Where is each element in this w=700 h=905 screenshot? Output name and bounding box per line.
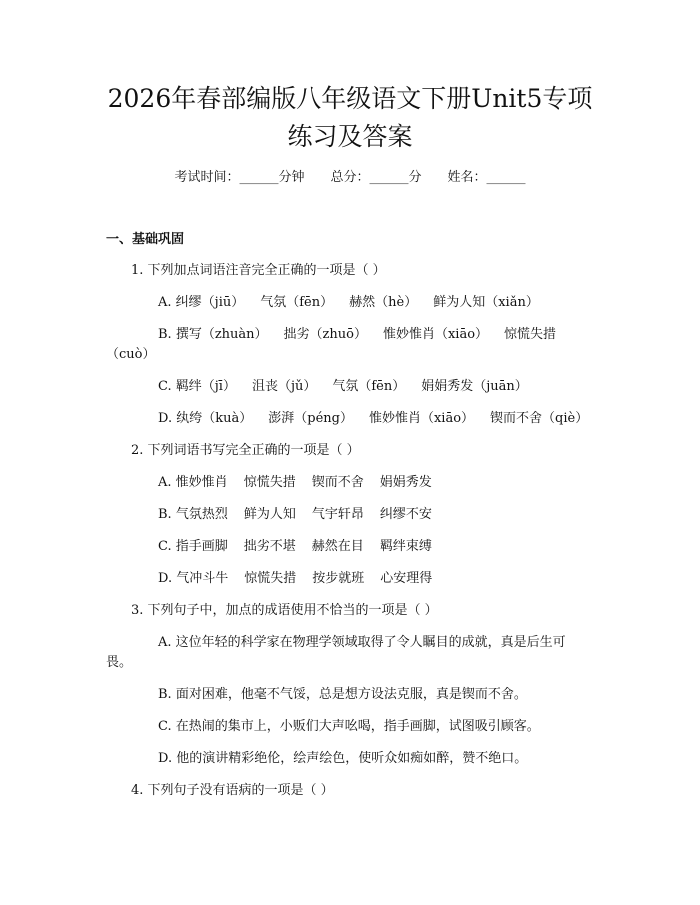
question-3-option-a [158, 634, 566, 652]
option-label: C. [158, 379, 172, 394]
question-3-option-c [158, 718, 540, 736]
option-word: 娟娟秀发 [379, 475, 432, 490]
question-2-option-a [158, 474, 448, 492]
option-label: A. [158, 635, 172, 650]
student-name: 姓名：______ [447, 170, 526, 185]
option-word: 拙劣不堪 [243, 539, 296, 554]
total-score: 总分：______分 [330, 170, 422, 185]
option-word: 惟妙惟肖（xiāo） [382, 327, 489, 342]
option-word: 锲而不舍（qiè） [490, 411, 589, 426]
question-2-option-b [158, 506, 448, 524]
question-2-option-d [158, 570, 448, 588]
page-title-line2: 练习及答案 [287, 122, 413, 151]
question-2-option-c [158, 538, 448, 556]
option-text: 他的演讲精彩绝伦，绘声绘色，使听众如痴如醉，赞不绝口。 [176, 751, 528, 766]
option-word: 羁绊束缚 [379, 539, 432, 554]
option-word: 拙劣（zhuō） [283, 327, 367, 342]
question-1-option-c [158, 378, 544, 396]
option-word: 沮丧（jǔ） [251, 379, 317, 394]
option-word: 纠缪不安 [379, 507, 432, 522]
option-word: 惊慌失措 [244, 571, 297, 586]
option-label: B. [158, 687, 172, 702]
question-3-stem: 3. 下列句子中，加点的成语使用不恰当的一项是（ ） [131, 603, 438, 618]
option-label: D. [158, 571, 173, 586]
option-word: 按步就班 [312, 571, 365, 586]
option-word: 心安理得 [380, 571, 433, 586]
option-word: 气氛热烈 [175, 507, 228, 522]
option-word: 惟妙惟肖（xiāo） [368, 411, 475, 426]
page-title-line1: 2026年春部编版八年级语文下册Unit5专项 [107, 84, 593, 113]
option-text: 这位年轻的科学家在物理学领域取得了令人瞩目的成就，真是后生可 [175, 635, 566, 650]
option-label: C. [158, 539, 172, 554]
option-word: 澎湃（péng） [268, 411, 353, 426]
option-label: B. [158, 507, 172, 522]
option-word: 羁绊（jī） [175, 379, 236, 394]
option-word: 撰写（zhuàn） [175, 327, 268, 342]
question-3-option-b [158, 686, 527, 704]
option-word: 指手画脚 [175, 539, 228, 554]
option-label: A. [158, 475, 172, 490]
option-word: 赫然（hè） [349, 295, 418, 310]
option-label: C. [158, 719, 172, 734]
question-1-option-b-continuation: （cuò） [106, 347, 156, 362]
option-word: 气氛（fēn） [332, 379, 406, 394]
exam-time: 考试时间：______分钟 [174, 170, 305, 185]
question-1-option-d [158, 410, 604, 428]
option-text: 在热闹的集市上，小贩们大声吆喝，指手画脚，试图吸引顾客。 [175, 719, 540, 734]
question-3-option-a-continuation: 畏。 [106, 655, 133, 670]
option-word: 纨绔（kuà） [176, 411, 253, 426]
question-2-stem: 2. 下列词语书写完全正确的一项是（ ） [131, 443, 360, 458]
option-word: 气氛（fēn） [260, 295, 334, 310]
question-1-stem: 1. 下列加点词语注音完全正确的一项是（ ） [131, 263, 386, 278]
option-word: 锲而不舍 [311, 475, 364, 490]
option-word: 惊慌失措 [504, 327, 557, 342]
option-text: 面对困难，他毫不气馁，总是想方设法克服，真是锲而不舍。 [175, 687, 527, 702]
option-word: 纠缪（jiū） [175, 295, 245, 310]
option-word: 赫然在目 [311, 539, 364, 554]
option-label: D. [158, 751, 173, 766]
option-word: 娟娟秀发（juān） [421, 379, 528, 394]
section-heading-basics: 一、基础巩固 [106, 232, 185, 247]
option-word: 气宇轩昂 [311, 507, 364, 522]
option-label: A. [158, 295, 172, 310]
option-label: D. [158, 411, 173, 426]
question-3-option-d [158, 750, 527, 768]
option-word: 惊慌失措 [243, 475, 296, 490]
question-4-stem: 4. 下列句子没有语病的一项是（ ） [131, 783, 334, 798]
exam-info [0, 168, 700, 188]
option-label: B. [158, 327, 172, 342]
option-word: 鲜为人知（xiǎn） [433, 295, 539, 310]
question-1-option-a [158, 294, 555, 312]
option-word: 鲜为人知 [243, 507, 296, 522]
question-1-option-b [158, 326, 572, 344]
option-word: 气冲斗牛 [176, 571, 229, 586]
option-word: 惟妙惟肖 [175, 475, 228, 490]
